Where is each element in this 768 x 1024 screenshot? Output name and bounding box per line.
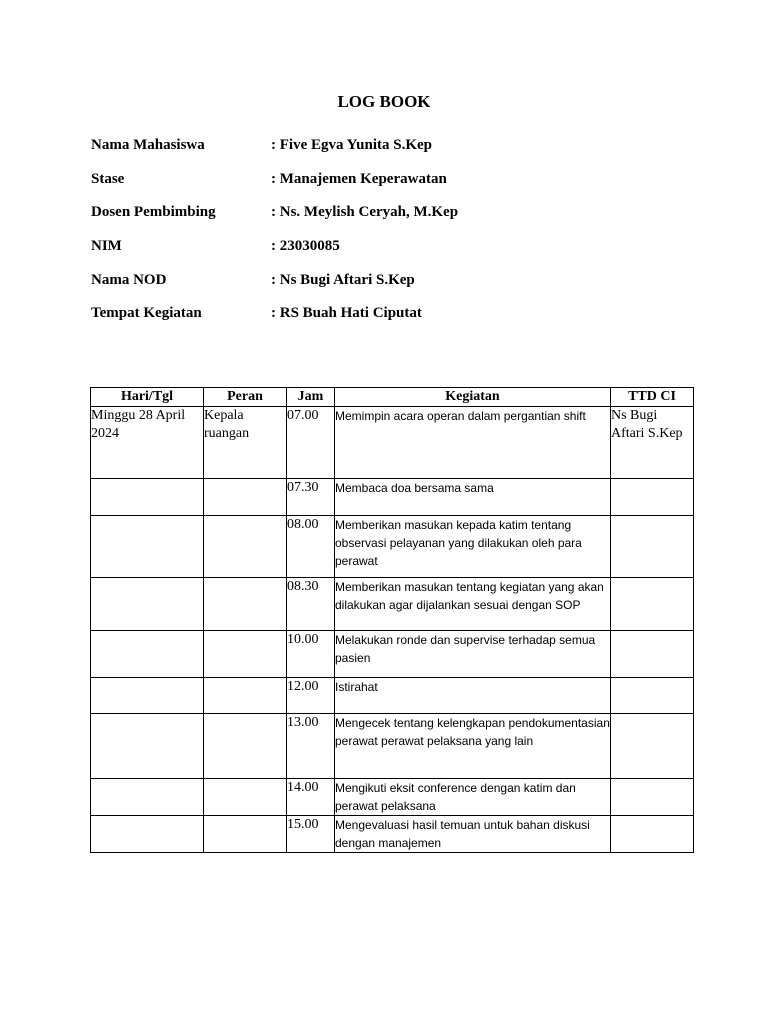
- cell-ttd-ci: [611, 714, 694, 779]
- table-row: [91, 678, 694, 714]
- cell-peran: [204, 678, 287, 714]
- cell-peran: [204, 479, 287, 516]
- info-label: Dosen Pembimbing: [91, 204, 216, 220]
- header-ttd-ci: TTD CI: [611, 388, 694, 407]
- table-row: [91, 578, 694, 631]
- info-label: Nama NOD: [91, 272, 167, 288]
- info-row-nama-mahasiswa: [91, 137, 591, 157]
- cell-kegiatan: Memberikan masukan kepada katim tentang observasi pelayanan yang dilakukan oleh para perawat: [335, 516, 611, 578]
- cell-hari-tgl: [91, 779, 204, 816]
- cell-jam: 07.00: [287, 407, 335, 479]
- log-table: [90, 387, 694, 853]
- info-value: : Manajemen Keperawatan: [271, 171, 447, 187]
- cell-kegiatan: Mengikuti eksit conference dengan katim dan perawat pelaksana: [335, 779, 611, 816]
- info-value: : Five Egva Yunita S.Kep: [271, 137, 432, 153]
- cell-kegiatan: Istirahat: [335, 678, 611, 714]
- cell-hari-tgl: [91, 516, 204, 578]
- cell-ttd-ci: [611, 779, 694, 816]
- info-value: : Ns Bugi Aftari S.Kep: [271, 272, 415, 288]
- cell-kegiatan: Membaca doa bersama sama: [335, 479, 611, 516]
- cell-hari-tgl: [91, 714, 204, 779]
- cell-jam: 07.30: [287, 479, 335, 516]
- cell-hari-tgl: [91, 479, 204, 516]
- cell-kegiatan: Melakukan ronde dan supervise terhadap semua pasien: [335, 631, 611, 678]
- cell-ttd-ci: [611, 516, 694, 578]
- table-row: [91, 407, 694, 479]
- info-label: Nama Mahasiswa: [91, 137, 205, 153]
- info-label: Tempat Kegiatan: [91, 305, 202, 321]
- page-title: LOG BOOK: [337, 92, 431, 111]
- info-label: Stase: [91, 171, 125, 187]
- cell-ttd-ci: [611, 678, 694, 714]
- header-jam: Jam: [287, 388, 335, 407]
- cell-peran: [204, 779, 287, 816]
- cell-hari-tgl: [91, 631, 204, 678]
- cell-jam: 15.00: [287, 816, 335, 853]
- info-row-tempat-kegiatan: [91, 305, 591, 325]
- cell-jam: 14.00: [287, 779, 335, 816]
- cell-kegiatan: Mengevaluasi hasil temuan untuk bahan diskusi dengan manajemen: [335, 816, 611, 853]
- table-row: [91, 816, 694, 853]
- cell-hari-tgl: [91, 816, 204, 853]
- cell-ttd-ci: [611, 816, 694, 853]
- table-row: [91, 714, 694, 779]
- header-hari-tgl: Hari/Tgl: [91, 388, 204, 407]
- cell-peran: Kepala ruangan: [204, 407, 287, 479]
- table-row: [91, 631, 694, 678]
- cell-ttd-ci: [611, 578, 694, 631]
- table-row: [91, 516, 694, 578]
- info-row-nama-nod: [91, 272, 591, 292]
- cell-peran: [204, 578, 287, 631]
- info-value: : 23030085: [271, 238, 340, 254]
- cell-peran: [204, 631, 287, 678]
- cell-kegiatan: Memimpin acara operan dalam pergantian shift: [335, 407, 611, 479]
- info-value: : Ns. Meylish Ceryah, M.Kep: [271, 204, 459, 220]
- cell-peran: [204, 714, 287, 779]
- info-value: : RS Buah Hati Ciputat: [271, 305, 422, 321]
- cell-kegiatan: Memberikan masukan tentang kegiatan yang akan dilakukan agar dijalankan sesuai dengan SOP: [335, 578, 611, 631]
- header-kegiatan: Kegiatan: [335, 388, 611, 407]
- info-row-stase: [91, 171, 591, 191]
- cell-peran: [204, 516, 287, 578]
- cell-jam: 13.00: [287, 714, 335, 779]
- cell-kegiatan: Mengecek tentang kelengkapan pendokumentasian perawat perawat pelaksana yang lain: [335, 714, 611, 779]
- table-header-row: [91, 388, 694, 407]
- cell-hari-tgl: [91, 578, 204, 631]
- cell-jam: 08.30: [287, 578, 335, 631]
- header-peran: Peran: [204, 388, 287, 407]
- cell-hari-tgl: [91, 678, 204, 714]
- cell-jam: 10.00: [287, 631, 335, 678]
- cell-ttd-ci: [611, 479, 694, 516]
- cell-ttd-ci: Ns Bugi Aftari S.Kep: [611, 407, 694, 479]
- cell-jam: 12.00: [287, 678, 335, 714]
- info-row-nim: [91, 238, 591, 258]
- info-row-dosen-pembimbing: [91, 204, 591, 224]
- info-label: NIM: [91, 238, 122, 254]
- table-row: [91, 479, 694, 516]
- cell-peran: [204, 816, 287, 853]
- table-row: [91, 779, 694, 816]
- cell-ttd-ci: [611, 631, 694, 678]
- cell-jam: 08.00: [287, 516, 335, 578]
- cell-hari-tgl: Minggu 28 April 2024: [91, 407, 204, 479]
